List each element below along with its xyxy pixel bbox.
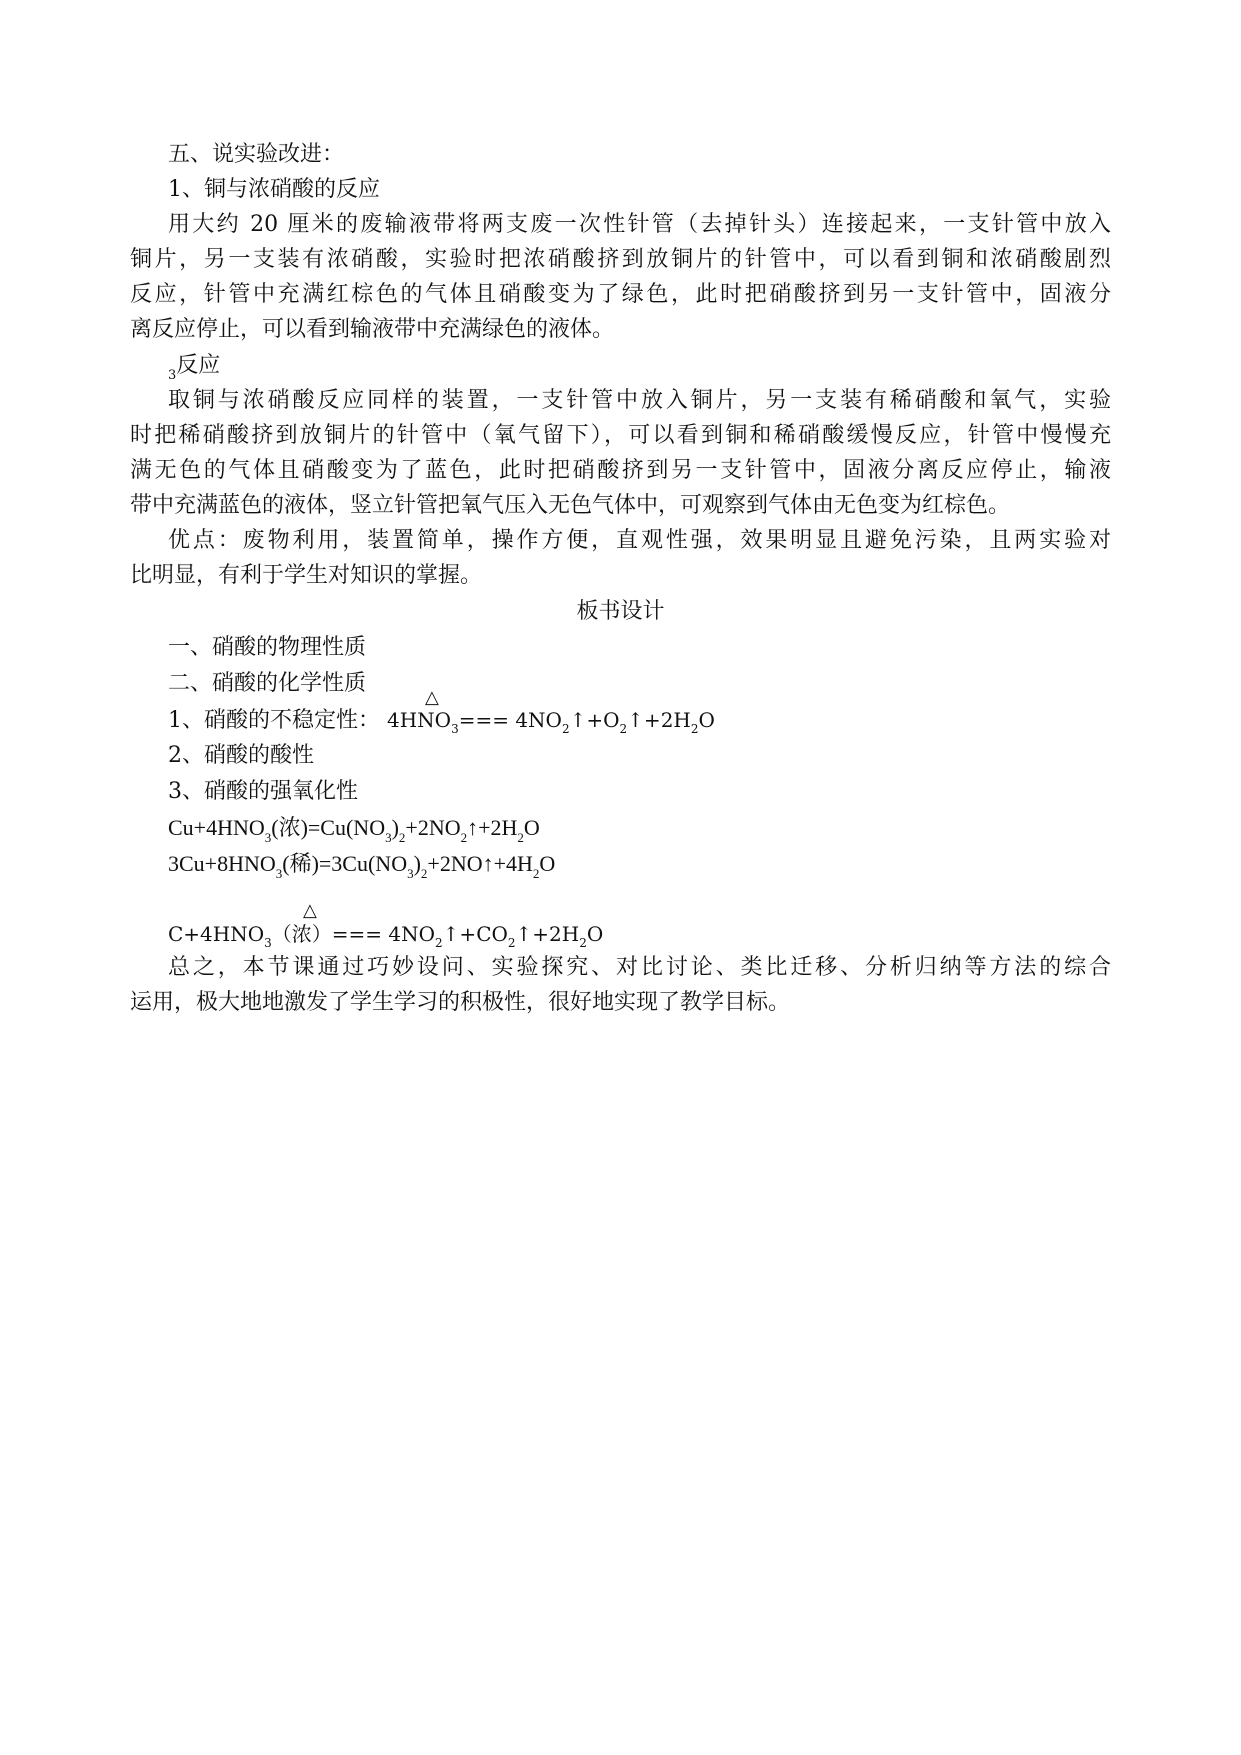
paragraph-1-line-2: 铜片，另一支装有浓硝酸，实验时把浓硝酸挤到放铜片的针管中，可以看到铜和浓硝酸剧烈 xyxy=(130,247,1111,272)
paragraph-1-line-4: 离反应停止，可以看到输液带中充满绿色的液体。 xyxy=(130,317,615,342)
item-2-title-text: 反应 xyxy=(176,353,221,378)
board-line-3-label: 1、硝酸的不稳定性： xyxy=(168,708,380,733)
paragraph-1-line-3: 反应，针管中充满红棕色的气体且硝酸变为了绿色，此时把硝酸挤到另一支针管中，固液分 xyxy=(130,282,1111,307)
item-2-subscript: 3 xyxy=(168,368,177,383)
board-line-2: 二、硝酸的化学性质 xyxy=(168,671,367,696)
board-line-3 xyxy=(168,706,715,737)
board-line-1: 一、硝酸的物理性质 xyxy=(168,635,367,660)
conclusion-line-1: 总之，本节课通过巧妙设问、实验探究、对比讨论、类比迁移、分析归纳等方法的综合 xyxy=(168,955,1111,980)
advantages-line-2: 比明显，有利于学生对知识的掌握。 xyxy=(130,563,483,588)
paragraph-2-line-1: 取铜与浓硝酸反应同样的装置，一支针管中放入铜片，另一支装有稀硝酸和氧气，实验 xyxy=(168,388,1111,413)
paragraph-2-line-2: 时把稀硝酸挤到放铜片的针管中（氧气留下），可以看到铜和稀硝酸缓慢反应，针管中慢慢充 xyxy=(130,423,1111,448)
equation-cu-conc: $Cu+4HNO_3$(浓)$=Cu(NO_3)_2+2NO_2↑+2H_2O$ xyxy=(168,815,540,845)
board-line-4: 2、硝酸的酸性 xyxy=(168,743,314,768)
board-line-5: 3、硝酸的强氧化性 xyxy=(168,779,358,804)
board-design-title: 板书设计 xyxy=(576,599,665,624)
item-1-title: 1、铜与浓硝酸的反应 xyxy=(168,177,380,202)
decomposition-equation: $4HNO_3===$ $4NO_2↑+O_2↑+2H_2O$ xyxy=(387,708,715,736)
section-heading: 五、说实验改进： xyxy=(168,142,345,167)
advantages-line-1: 优点：废物利用，装置简单，操作方便，直观性强，效果明显且避免污染，且两实验对 xyxy=(168,528,1111,553)
paragraph-2-line-4: 带中充满蓝色的液体，竖立针管把氧气压入无色气体中，可观察到气体由无色变为红棕色。 xyxy=(130,493,1011,518)
conclusion-line-2: 运用，极大地地激发了学生学习的积极性，很好地实现了教学目标。 xyxy=(130,990,791,1015)
equation-cu-dilute: $3Cu+8HNO_3$(稀)$=3Cu(NO_3)_2+2NO↑+4H_2O$ xyxy=(168,851,556,881)
heat-triangle-icon-2: △ xyxy=(303,900,317,921)
item-2-title xyxy=(168,352,220,383)
equation-carbon: $C+4HNO_3$（浓）=== $4NO_2↑+CO_2↑+2H_2O$ xyxy=(168,922,604,950)
paragraph-1-line-1: 用大约 20 厘米的废输液带将两支废一次性针管（去掉针头）连接起来，一支针管中放入 xyxy=(168,212,1111,237)
paragraph-2-line-3: 满无色的气体且硝酸变为了蓝色，此时把硝酸挤到另一支针管中，固液分离反应停止，输液 xyxy=(130,458,1111,483)
heat-triangle-icon: △ xyxy=(425,687,439,708)
